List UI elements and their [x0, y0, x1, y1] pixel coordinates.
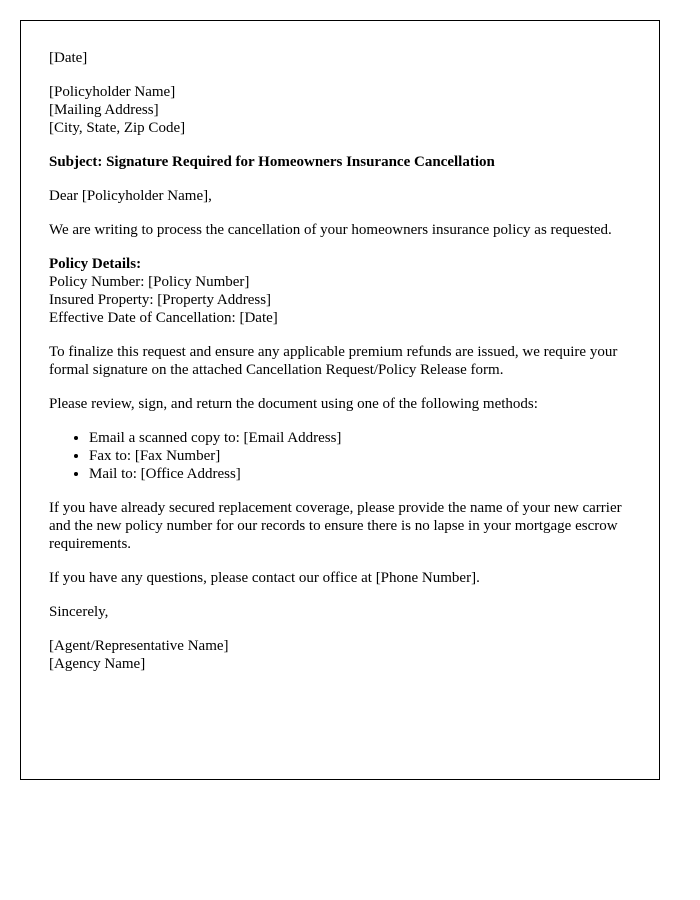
policy-details-heading: Policy Details: [49, 256, 142, 272]
finalize-paragraph: To finalize this request and ensure any applicable premium refunds are issued, we require your formal signature on the attached Cancellation Request/Policy Release form. [49, 344, 618, 378]
recipient-city-state-zip: [City, State, Zip Code] [49, 120, 186, 136]
method-email-item: • Email a scanned copy to: [Email Address] [89, 429, 631, 447]
method-fax-item: • Fax to: [Fax Number] [89, 447, 631, 465]
agent-name: [Agent/Representative Name] [49, 638, 229, 654]
letter-document [20, 20, 660, 780]
recipient-mailing-address: [Mailing Address] [49, 102, 159, 118]
policy-details-block [49, 255, 631, 327]
letter-closing: Sincerely, [49, 604, 109, 620]
intro-paragraph: We are writing to process the cancellation of your homeowners insurance policy as requested. [49, 222, 612, 238]
recipient-name: [Policyholder Name] [49, 84, 176, 100]
questions-paragraph: If you have any questions, please contact our office at [Phone Number]. [49, 570, 480, 586]
letter-date: [Date] [49, 50, 88, 66]
return-methods-list [49, 429, 631, 483]
methods-intro: Please review, sign, and return the document using one of the following methods: [49, 396, 538, 412]
signature-block [49, 637, 631, 673]
method-mail-item: • Mail to: [Office Address] [89, 465, 631, 483]
agency-name: [Agency Name] [49, 656, 146, 672]
letter-greeting: Dear [Policyholder Name], [49, 188, 212, 204]
letter-subject: Subject: Signature Required for Homeowners Insurance Cancellation [49, 154, 495, 170]
insured-property-line: Insured Property: [Property Address] [49, 292, 272, 308]
effective-date-line: Effective Date of Cancellation: [Date] [49, 310, 278, 326]
policy-number-line: Policy Number: [Policy Number] [49, 274, 250, 290]
replacement-coverage-paragraph: If you have already secured replacement coverage, please provide the name of your new carrier and the new policy number for our records to ensure there is no lapse in your mortgage escrow requirements. [49, 500, 622, 552]
recipient-address-block [49, 83, 631, 137]
